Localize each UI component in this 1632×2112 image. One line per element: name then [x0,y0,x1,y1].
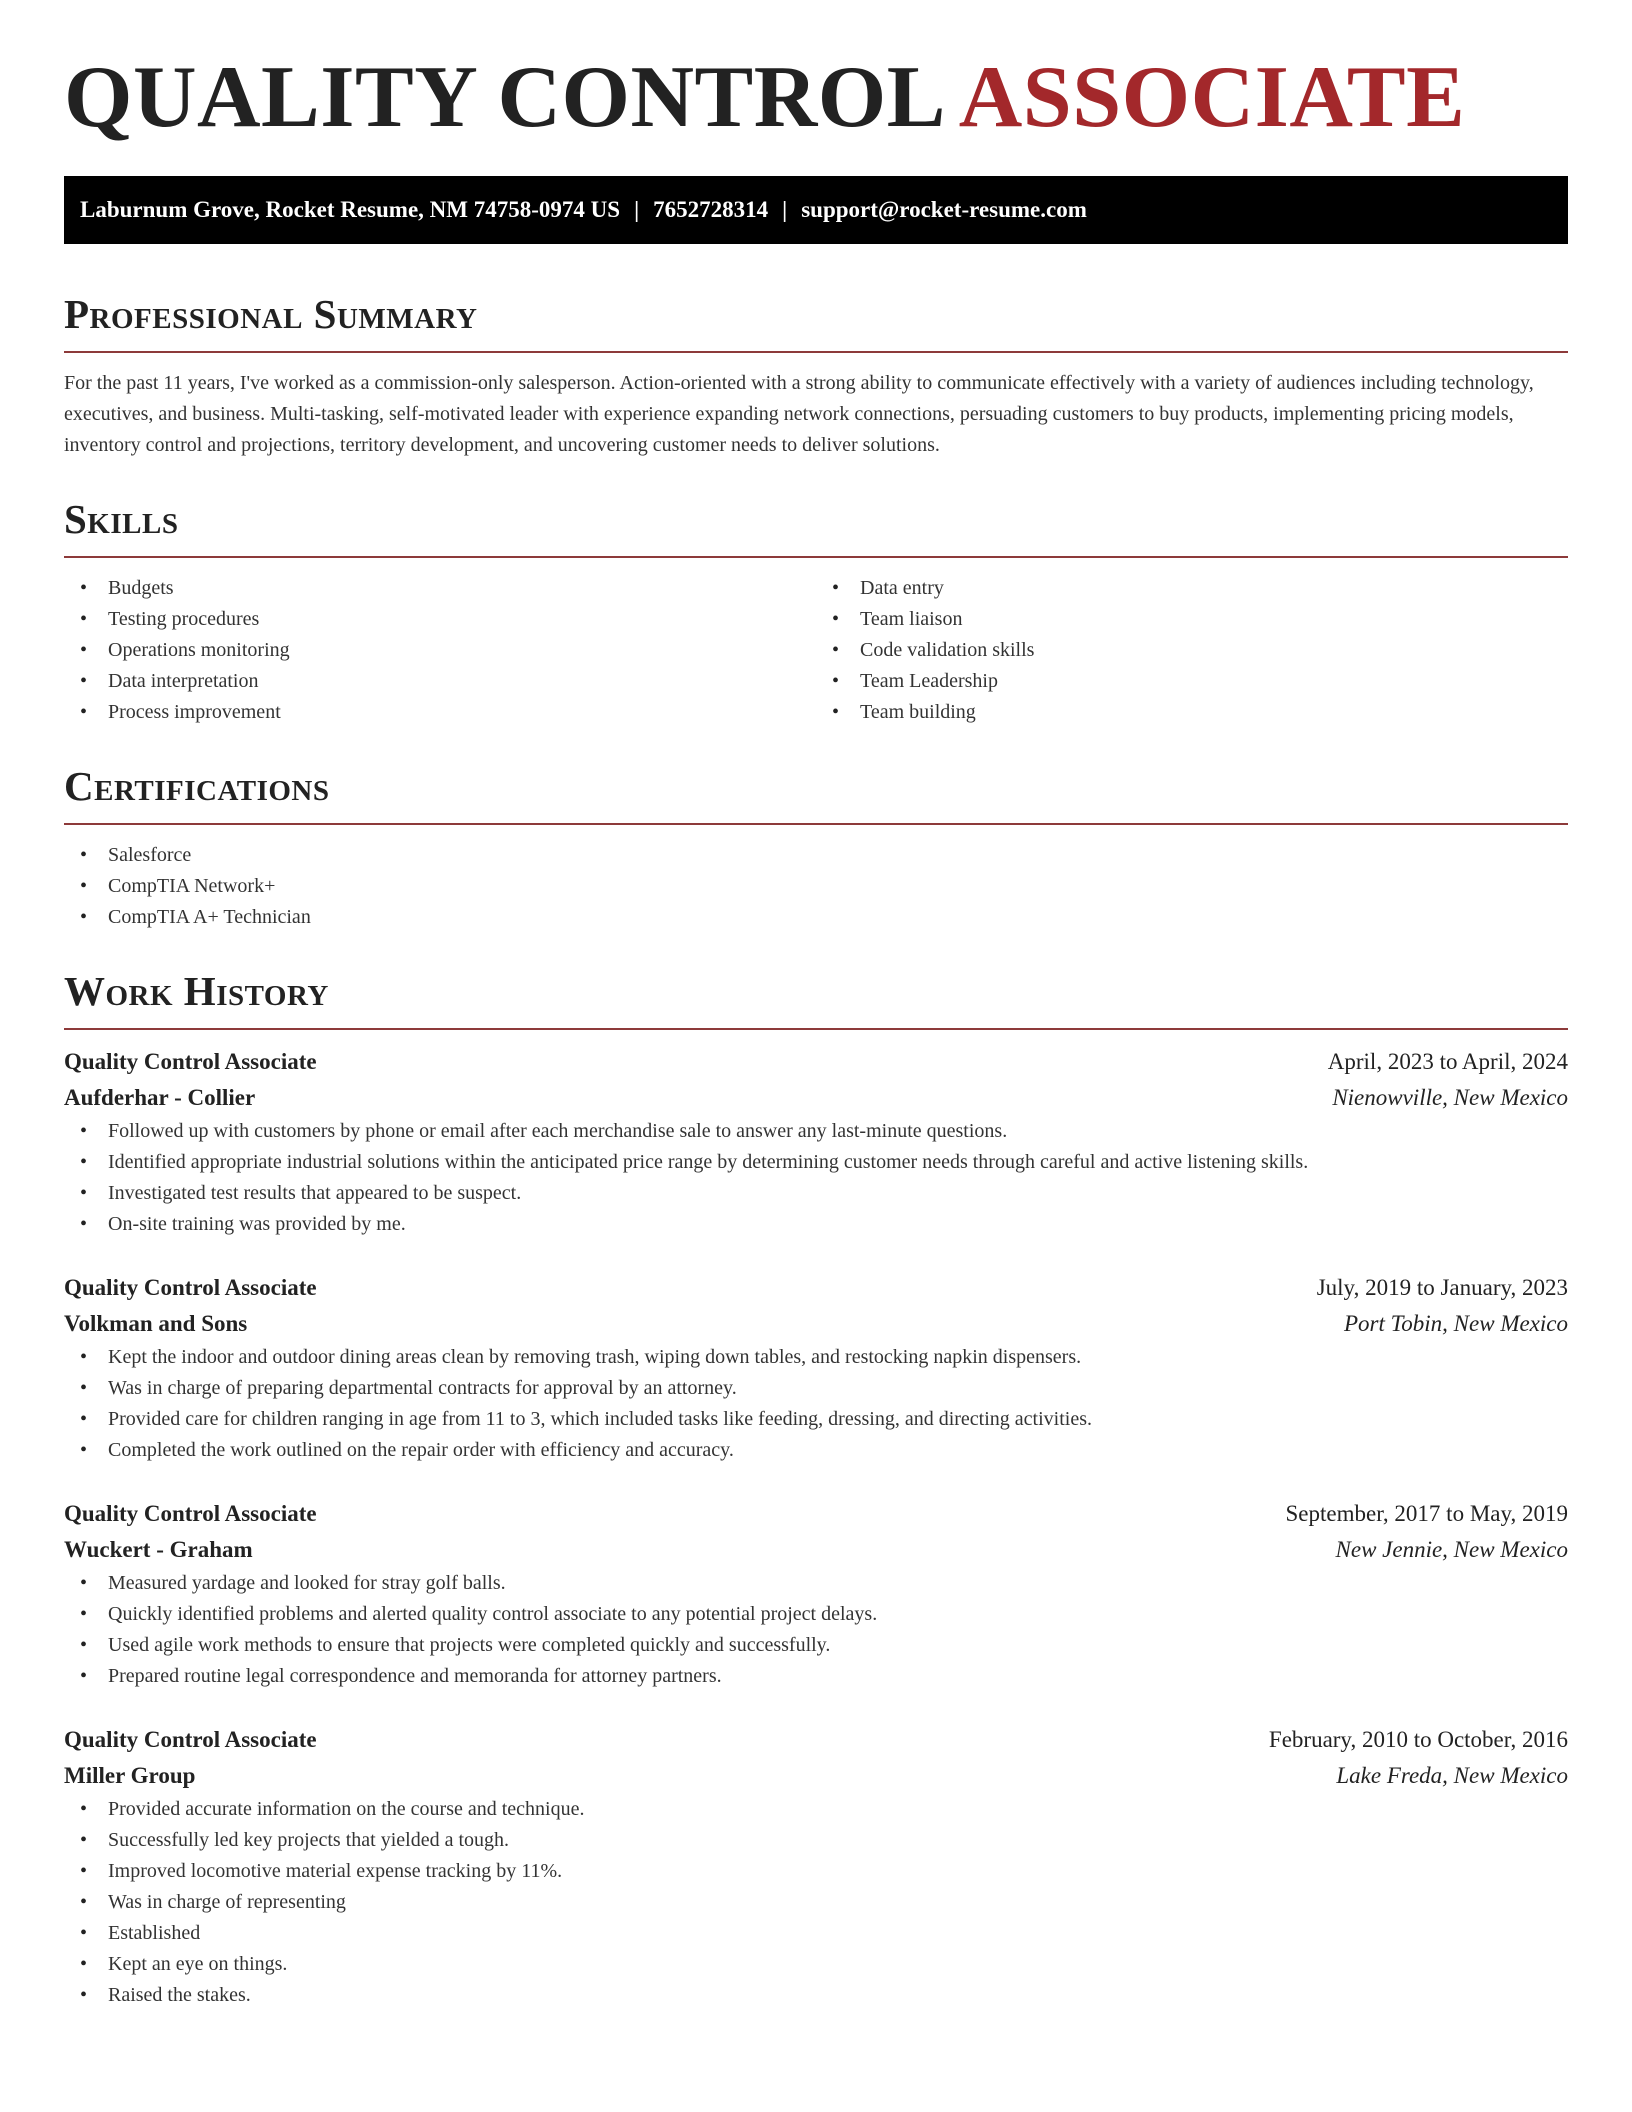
job-dates: April, 2023 to April, 2024 [1327,1049,1568,1074]
job-header [64,1496,1568,1532]
job-bullets [64,1794,1568,2011]
job-bullet: • Was in charge of preparing departmental contracts for approval by an attorney. [64,1373,1568,1404]
job-title: Quality Control Associate [64,1727,317,1752]
certification-item: • CompTIA Network+ [64,871,1568,902]
skills-list-left [64,573,816,728]
skills-section [64,496,1568,728]
job-bullet: • Raised the stakes. [64,1980,1568,2011]
contact-bar [64,176,1568,244]
certifications-list [64,825,1568,933]
certifications-section [64,763,1568,933]
job-location: New Jennie, New Mexico [1335,1537,1568,1562]
resume-title [64,0,1568,146]
section-heading-certifications: Certifications [64,763,330,809]
job-bullet: • Provided accurate information on the course and technique. [64,1794,1568,1825]
title-accent: ASSOCIATE [958,49,1466,146]
job-bullet: • Measured yardage and looked for stray golf balls. [64,1568,1568,1599]
job-subheader [64,1758,1568,1794]
contact-separator: | [782,197,788,222]
job-location: Lake Freda, New Mexico [1336,1763,1568,1788]
skills-list-right [816,573,1568,728]
job-location: Port Tobin, New Mexico [1343,1311,1568,1336]
job-company: Wuckert - Graham [64,1537,253,1562]
job-subheader [64,1080,1568,1116]
job-entry [64,1240,1568,1466]
job-dates: July, 2019 to January, 2023 [1316,1275,1568,1300]
job-bullet: • Quickly identified problems and alerted quality control associate to any potential project delays. [64,1599,1568,1630]
job-bullet: • Provided care for children ranging in age from 11 to 3, which included tasks like feeding, dressing, and directing activities. [64,1404,1568,1435]
job-title: Quality Control Associate [64,1501,317,1526]
job-subheader [64,1306,1568,1342]
job-header [64,1044,1568,1080]
job-header [64,1270,1568,1306]
job-bullets [64,1568,1568,1692]
job-bullet: • Used agile work methods to ensure that projects were completed quickly and successfully. [64,1630,1568,1661]
skill-item: • Data interpretation [64,666,816,697]
job-subheader [64,1532,1568,1568]
contact-email: support@rocket-resume.com [801,197,1087,222]
job-bullet: • Followed up with customers by phone or email after each merchandise sale to answer any last-minute questions. [64,1116,1568,1147]
summary-section [64,291,1568,461]
skill-item: • Testing procedures [64,604,816,635]
job-bullet: • Was in charge of representing [64,1887,1568,1918]
contact-separator: | [634,197,640,222]
job-bullet: • On-site training was provided by me. [64,1209,1568,1240]
skill-item: • Process improvement [64,697,816,728]
job-company: Volkman and Sons [64,1311,248,1336]
job-header [64,1722,1568,1758]
job-bullets [64,1342,1568,1466]
skill-item: • Operations monitoring [64,635,816,666]
skill-item: • Data entry [816,573,1568,604]
skills-column-left [64,573,816,728]
job-bullet: • Successfully led key projects that yielded a tough. [64,1825,1568,1856]
skills-column-right [816,573,1568,728]
skill-item: • Team Leadership [816,666,1568,697]
title-main: QUALITY CONTROL [64,49,942,146]
work-history-section [64,968,1568,2011]
job-bullet: • Investigated test results that appeared to be suspect. [64,1178,1568,1209]
job-dates: September, 2017 to May, 2019 [1285,1501,1568,1526]
section-heading-work-history: Work History [64,968,329,1014]
job-bullet: • Kept the indoor and outdoor dining areas clean by removing trash, wiping down tables, and restocking napkin dispensers. [64,1342,1568,1373]
job-bullet: • Completed the work outlined on the repair order with efficiency and accuracy. [64,1435,1568,1466]
skills-grid [64,558,1568,728]
job-title: Quality Control Associate [64,1275,317,1300]
certification-item: • Salesforce [64,840,1568,871]
contact-address: Laburnum Grove, Rocket Resume, NM 74758-0974 US [80,197,621,222]
job-entry [64,1692,1568,2011]
job-entry [64,1030,1568,1240]
job-location: Nienowville, New Mexico [1332,1085,1568,1110]
job-bullets [64,1116,1568,1240]
skill-item: • Code validation skills [816,635,1568,666]
job-bullet: • Prepared routine legal correspondence and memoranda for attorney partners. [64,1661,1568,1692]
skill-item: • Budgets [64,573,816,604]
job-bullet: • Kept an eye on things. [64,1949,1568,1980]
skill-item: • Team liaison [816,604,1568,635]
job-dates: February, 2010 to October, 2016 [1268,1727,1568,1752]
job-company: Aufderhar - Collier [64,1085,256,1110]
contact-phone: 7652728314 [653,197,769,222]
job-bullet: • Established [64,1918,1568,1949]
job-bullet: • Improved locomotive material expense tracking by 11%. [64,1856,1568,1887]
job-bullet: • Identified appropriate industrial solutions within the anticipated price range by determining customer needs through careful and active listening skills. [64,1147,1568,1178]
job-entry [64,1466,1568,1692]
section-heading-summary: Professional Summary [64,291,478,337]
skill-item: • Team building [816,697,1568,728]
certification-item: • CompTIA A+ Technician [64,902,1568,933]
job-title: Quality Control Associate [64,1049,317,1074]
section-heading-skills: Skills [64,496,179,542]
summary-text: For the past 11 years, I've worked as a commission-only salesperson. Action-oriented with a strong ability to communicate effectively with a variety of audiences including technology, executives, and business. Multi-tasking, self-motivated leader with experience expanding network connections, persuading customers to buy products, implementing pricing models, inventory control and projections, territory development, and uncovering customer needs to deliver solutions. [64,372,1534,456]
job-company: Miller Group [64,1763,196,1788]
